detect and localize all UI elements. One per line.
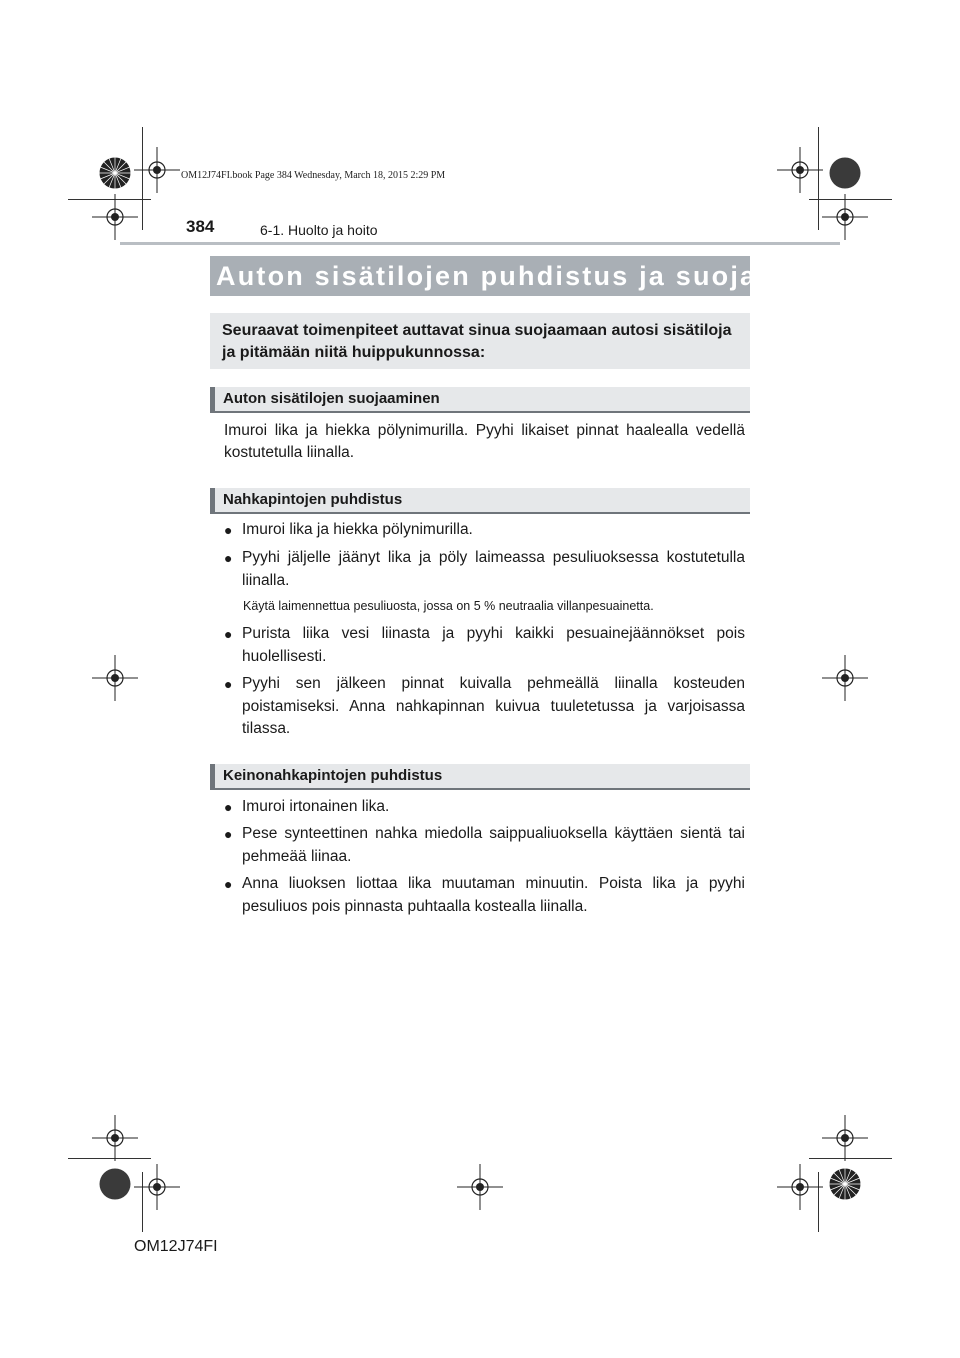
- print-info: OM12J74FI.book Page 384 Wednesday, March 18, 2015 2:29 PM: [181, 170, 446, 181]
- bullet-icon: ●: [224, 522, 233, 538]
- paragraph: Imuroi lika ja hiekka pölynimurilla. Pyyhi likaiset pinnat haalealla vedellä kostutetulla liinalla.: [224, 422, 745, 461]
- header-rule: [120, 242, 840, 245]
- crosshair-mark-icon: [92, 194, 138, 240]
- crosshair-mark-icon: [92, 1115, 138, 1161]
- list-item: [224, 547, 745, 592]
- crosshair-mark-icon: [777, 147, 823, 193]
- crosshair-mark-icon: [134, 1164, 180, 1210]
- list-item: [224, 519, 745, 542]
- list-item-text: Pyyhi jäljelle jäänyt lika ja pöly laimeassa pesuliuoksessa kostutetulla liinalla.: [242, 549, 745, 589]
- note: Käytä laimennettua pesuliuosta, jossa on 5 % neutraalia villanpesuainetta.: [243, 599, 654, 613]
- registration-mark-icon: [828, 1167, 862, 1201]
- bullet-icon: ●: [224, 676, 233, 692]
- page-number: 384: [186, 217, 215, 236]
- document-code: OM12J74FI: [134, 1238, 218, 1255]
- list-item-text: Anna liuoksen liottaa lika muutaman minuutin. Poista lika ja pyyhi pesuliuos pois pinnasta puhtaalla kostealla liinalla.: [242, 875, 745, 915]
- list-item: [224, 823, 745, 868]
- registration-mark-icon: [98, 156, 132, 190]
- subheading-synthetic-leather-cleaning: Keinonahkapintojen puhdistus: [210, 764, 750, 790]
- section-label: 6-1. Huolto ja hoito: [260, 222, 378, 238]
- list-item-text: Pyyhi sen jälkeen pinnat kuivalla pehmeällä liinalla kosteuden poistamiseksi. Anna nahkapinnan kuivua tuuletetussa ja varjoisassa tilassa.: [242, 675, 745, 737]
- list-item: [224, 623, 745, 668]
- crosshair-mark-icon: [822, 655, 868, 701]
- crosshair-mark-icon: [777, 1164, 823, 1210]
- list-item: [224, 673, 745, 741]
- crosshair-mark-icon: [457, 1164, 503, 1210]
- bullet-icon: ●: [224, 826, 233, 842]
- crosshair-mark-icon: [822, 1115, 868, 1161]
- list-item-text: Purista liika vesi liinasta ja pyyhi kaikki pesuainejäännökset pois huolellisesti.: [242, 625, 745, 665]
- crosshair-mark-icon: [92, 655, 138, 701]
- page-title: Auton sisätilojen puhdistus ja suojaus: [210, 256, 750, 296]
- list-item: [224, 873, 745, 918]
- list-item-text: Imuroi lika ja hiekka pölynimurilla.: [242, 521, 473, 538]
- list-item-text: Pese synteettinen nahka miedolla saippualiuoksella käyttäen sientä tai pehmeää liinaa.: [242, 825, 745, 865]
- crosshair-mark-icon: [822, 194, 868, 240]
- bullet-icon: ●: [224, 626, 233, 642]
- bullet-icon: ●: [224, 550, 233, 566]
- bullet-icon: ●: [224, 876, 233, 892]
- intro-box: Seuraavat toimenpiteet auttavat sinua suojaamaan autosi sisätiloja ja pitämään niitä huippukunnossa:: [210, 313, 750, 369]
- list-item: [224, 796, 745, 819]
- list-item-text: Imuroi irtonainen lika.: [242, 798, 390, 815]
- registration-mark-icon: [98, 1167, 132, 1201]
- bullet-icon: ●: [224, 799, 233, 815]
- crosshair-mark-icon: [134, 147, 180, 193]
- subheading-leather-cleaning: Nahkapintojen puhdistus: [210, 488, 750, 514]
- subheading-interior-protection: Auton sisätilojen suojaaminen: [210, 387, 750, 413]
- registration-mark-icon: [828, 156, 862, 190]
